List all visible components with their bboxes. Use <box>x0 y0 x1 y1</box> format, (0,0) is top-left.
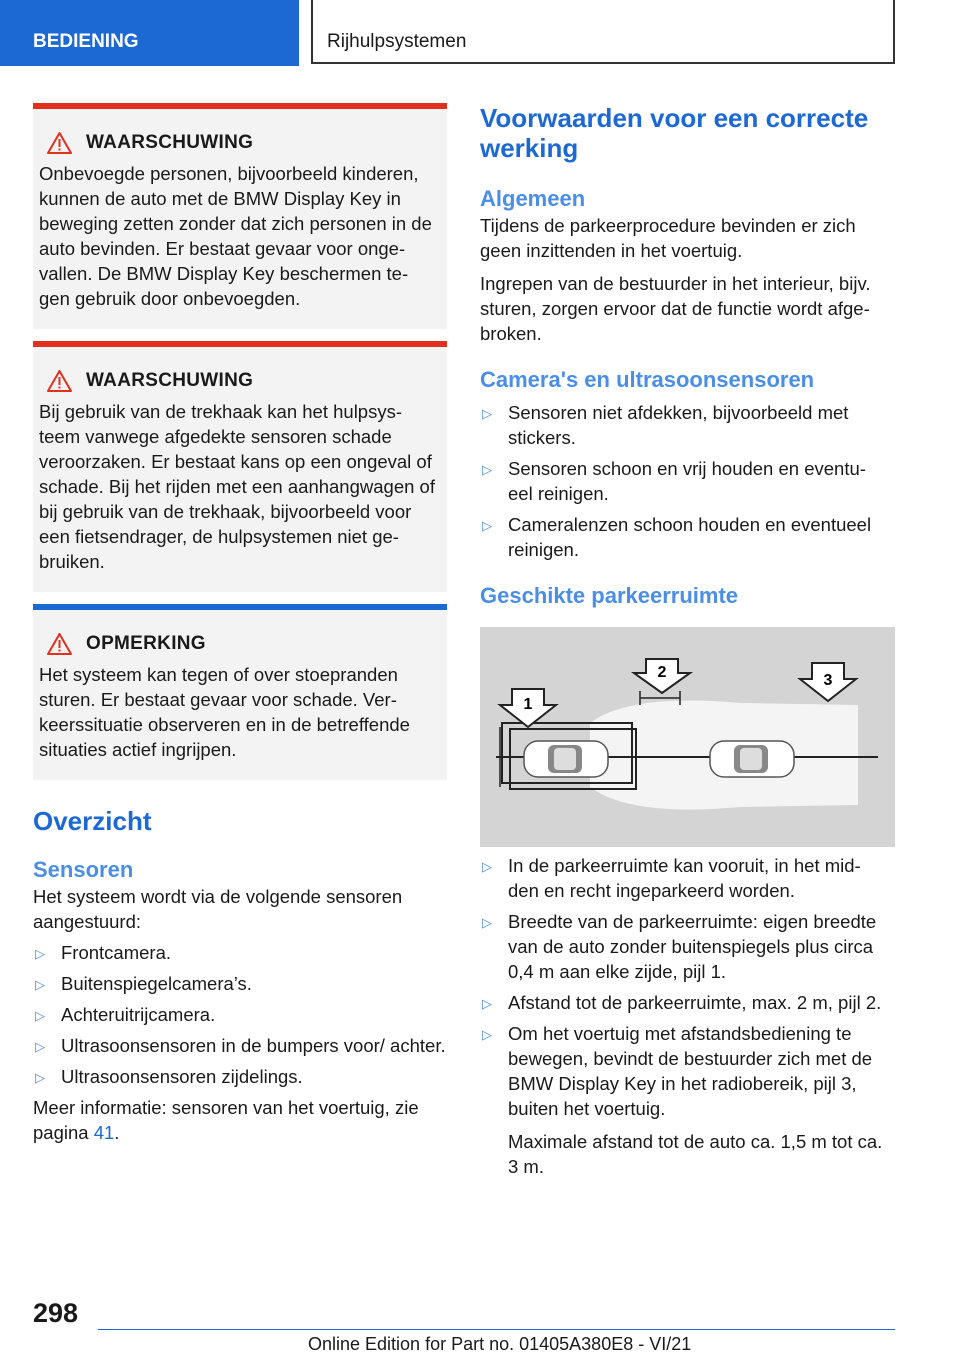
warning-box <box>33 103 447 329</box>
triangle-bullet-icon: ▷ <box>35 1039 45 1054</box>
svg-text:3: 3 <box>823 672 833 689</box>
list-item: ▷ Sensoren schoon en vrij houden en eventu- eel reinigen. <box>482 458 866 504</box>
triangle-bullet-icon: ▷ <box>35 946 45 961</box>
sensoren-list <box>33 940 447 1089</box>
warning-title: WAARSCHUWING <box>86 132 254 153</box>
algemeen-text-2: Ingrepen van de bestuurder in het interieur, bijv. sturen, zorgen ervoor dat de functie wordt afge- broken. <box>480 273 871 344</box>
warning-text: Bij gebruik van de trekhaak kan het hulpsys- teem vanwege afgedekte sensoren schade veroorzaken. Er bestaat kans op een ongeval of schade. Bij het rijden met een aanhangwagen of bij gebruik van de trekhaak, bijvoorbeeld voor een fietsendrager, de hulpsystemen niet ge- bruiken. <box>39 401 435 572</box>
triangle-bullet-icon: ▷ <box>482 915 492 930</box>
note-text: Het systeem kan tegen of over stoepranden sturen. Er bestaat gevaar voor schade. Ver- keerssituatie observeren en in de betreffende situaties actief ingrijpen. <box>39 664 410 760</box>
page-link[interactable]: 41 <box>93 1122 115 1143</box>
warning-triangle-icon <box>47 132 72 154</box>
triangle-bullet-icon: ▷ <box>482 406 492 421</box>
chapter-tab: Rijhulpsystemen <box>311 0 895 64</box>
triangle-bullet-icon: ▷ <box>35 1070 45 1085</box>
parking-diagram <box>480 627 895 847</box>
sensoren-intro: Het systeem wordt via de volgende sensoren aangestuurd: <box>33 886 403 932</box>
parkeerruimte-heading: Geschikte parkeerruimte <box>480 583 739 608</box>
parking-space-figure <box>480 627 895 847</box>
triangle-bullet-icon: ▷ <box>482 1027 492 1042</box>
list-item: ▷ Ultrasoonsensoren zijdelings. <box>33 1064 447 1089</box>
triangle-bullet-icon: ▷ <box>35 1008 45 1023</box>
triangle-bullet-icon: ▷ <box>482 462 492 477</box>
camera-heading: Camera's en ultrasoonsensoren <box>480 367 815 392</box>
warning-text: Onbevoegde personen, bijvoorbeeld kinderen, kunnen de auto met de BMW Display Key in beweging zetten zonder dat zich personen in de auto bevinden. Er bestaat gevaar voor onge- vallen. De BMW Display Key beschermen te- gen gebruik door onbevoegden. <box>39 163 432 309</box>
svg-text:1: 1 <box>523 696 533 713</box>
sensoren-heading: Sensoren <box>33 857 134 882</box>
arrow-2-icon <box>634 659 690 693</box>
list-item: ▷ Achteruitrijcamera. <box>33 1002 447 1027</box>
page-number: 298 <box>33 1298 79 1328</box>
warning-triangle-icon <box>47 370 72 392</box>
arrow-1-icon <box>500 689 556 727</box>
algemeen-heading: Algemeen <box>480 186 586 211</box>
more-info: Meer informatie: sensoren van het voertuig, zie pagina 41. <box>33 1097 419 1143</box>
list-item: ▷ In de parkeerruimte kan vooruit, in het mid- den en recht ingeparkeerd worden. <box>482 855 861 901</box>
list-item: ▷ Ultrasoonsensoren in de bumpers voor/ achter. <box>33 1033 447 1058</box>
parkeerruimte-list <box>480 853 895 1121</box>
note-box <box>33 604 447 780</box>
car-icon <box>710 741 794 777</box>
left-column <box>33 103 447 1145</box>
distance-note: Maximale afstand tot de auto ca. 1,5 m tot ca. 3 m. <box>508 1131 883 1177</box>
list-item: ▷ Cameralenzen schoon houden en eventueel reinigen. <box>482 514 872 560</box>
list-item: ▷ Frontcamera. <box>33 940 447 965</box>
svg-text:2: 2 <box>657 664 667 681</box>
triangle-bullet-icon: ▷ <box>482 996 492 1011</box>
triangle-bullet-icon: ▷ <box>482 859 492 874</box>
algemeen-text-1: Tijdens de parkeerprocedure bevinden er zich geen inzittenden in het voertuig. <box>480 215 856 261</box>
warning-box <box>33 341 447 592</box>
section-tab: BEDIENING <box>0 0 299 66</box>
warning-triangle-icon <box>47 633 72 655</box>
list-item: ▷ Sensoren niet afdekken, bijvoorbeeld met stickers. <box>482 402 849 448</box>
overzicht-heading: Overzicht <box>33 806 152 836</box>
list-item: ▷ Breedte van de parkeerruimte: eigen breedte van de auto zonder buitenspiegels plus circa 0,4 m aan elke zijde, pijl 1. <box>482 911 877 982</box>
page-header <box>0 0 960 66</box>
camera-list <box>480 400 895 562</box>
triangle-bullet-icon: ▷ <box>35 977 45 992</box>
right-column <box>480 103 895 1179</box>
list-item: ▷ Om het voertuig met afstandsbediening te bewegen, bevindt de bestuurder zich met de BMW Display Key in het radiobereik, pijl 3, buiten het voertuig. <box>482 1023 873 1119</box>
edition-text: Online Edition for Part no. 01405A380E8 - VI/21 <box>308 1334 692 1354</box>
footer-divider <box>98 1329 895 1330</box>
voorwaarden-heading: Voorwaarden voor een correcte werking <box>480 103 869 163</box>
warning-title: WAARSCHUWING <box>86 370 254 391</box>
list-item: ▷ Afstand tot de parkeerruimte, max. 2 m, pijl 2. <box>480 990 895 1015</box>
arrow-3-icon <box>800 663 856 701</box>
triangle-bullet-icon: ▷ <box>482 518 492 533</box>
car-icon <box>524 741 608 777</box>
note-title: OPMERKING <box>86 633 206 654</box>
list-item: ▷ Buitenspiegelcamera’s. <box>33 971 447 996</box>
